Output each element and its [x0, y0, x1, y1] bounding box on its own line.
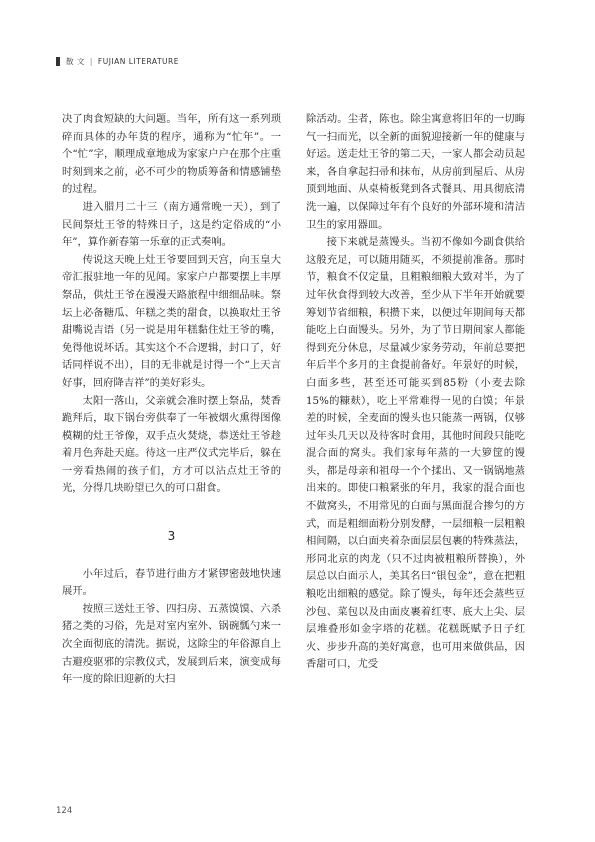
paragraph: 接下来就是蒸馒头。当初不像如今副食供给这般充足，可以随用随买，不须提前准备。那时节，粮食不仅定量，且粗粮细粮大致对半，为了过年伙食得到较大改善，至少从下半年开始就要筹划节省细粮，积攒下来，以便过年期间每天都能吃上白面馒头。另外，为了节日期间家人都能得到充分休息，尽量减少家务劳动，年前总要把年后半个多月的主食提前备好。年景好的时候，白面多些，甚至还可能买到85粉（小麦去除15%的糠麸），吃上平常难得一见的白馍；年景差的时候，全麦面的馒头也只能蒸一两锅，仅够过年头几天以及待客时食用，其他时间段只能吃混合面的窝头。我们家每年蒸的一大箩筐的馒头，都是母亲和祖母一个个揉出、又一锅锅地蒸出来的。即使口粮紧张的年月，我家的混合面也不做窝头，不用常见的白面与黑面混合掺匀的方式，而是粗细面粉分别发酵，一层细粮一层粗粮相间隔，以白面夹着杂面层层包裹的特殊蒸法，形同北京的肉龙（只不过肉被粗粮所替换），外层总以白面示人，美其名曰“银包金”，意在把粗粮吃出细粮的感觉。除了馒头，每年还会蒸些豆沙包、菜包以及由面皮裹着红枣、底大上尖、层层堆叠形如金字塔的花糕。花糕既赋予日子红火、步步升高的美好寓意，也可用来做供品，因香甜可口，尤受 — [306, 236, 525, 671]
paragraph: 决了肉食短缺的大问题。当年，所有这一系列琐碎而具体的办年货的程序，通称为“忙年”。一个“忙”字，顺理成章地成为家家户户在那个庄重时刻到来之前，必不可少的物质筹备和情感铺垫的过程。 — [62, 113, 281, 196]
paragraph: 太阳一落山，父亲就会准时摆上祭品，焚香跪拜后，取下锅台旁供奉了一年被烟火熏得图像模糊的灶王爷像，双手点火焚烧，恭送灶王爷趁着月色奔赴天庭。待这一庄严仪式完毕后，躲在一旁看热闹的孩子们，方才可以沾点灶王爷的光，分得几块盼望已久的可口甜食。 — [62, 394, 281, 495]
header-separator: | — [89, 57, 93, 66]
paragraph: 进入腊月二十三（南方通常晚一天），到了民间祭灶王爷的特殊日子，这是约定俗成的“小年”，算作新春第一乐章的正式奏响。 — [62, 200, 281, 249]
right-column — [306, 111, 525, 674]
paragraph: 按照三送灶王爷、四扫房、五蒸馍馍、六杀猪之类的习俗，先是对室内室外、锅碗瓢勺来一次全面彻底的清洗。据说，这除尘的年俗源自上古避疫驱邪的宗教仪式，发展到后来，演变成每年一度的除旧迎新的大扫 — [62, 602, 281, 686]
paragraph: 除活动。尘者，陈也。除尘寓意将旧年的一切晦气一扫而光，以全新的面貌迎接新一年的健康与好运。送走灶王爷的第二天，一家人都会动员起来，各自拿起扫帚和抹布，从房前到屋后、从房顶到地面、从桌椅板凳到各式餐具、用具彻底清洗一遍，以保障过年有个良好的外部环境和清洁卫生的家用器皿。 — [306, 113, 525, 231]
paragraph: 传说这天晚上灶王爷要回到天宫，向玉皇大帝汇报驻地一年的见闻。家家户户都要摆上丰厚祭品，供灶王爷在漫漫天路旅程中细细品味。祭坛上必备糖瓜、年糕之类的甜食，以换取灶王爷甜嘴说吉语（另一说是用年糕黏住灶王爷的嘴，免得他说坏话。其实这个不合逻辑，封口了，好话同样说不出），目的无非就是讨得一个“上天言好事，回府降吉祥”的美好彩头。 — [62, 253, 281, 389]
running-header — [56, 56, 179, 67]
page-number: 124 — [56, 806, 73, 816]
header-marker — [56, 57, 60, 66]
paragraph: 小年过后，春节进行曲方才紧锣密鼓地快速展开。 — [62, 567, 281, 598]
header-section-label: 散 文 — [66, 57, 85, 66]
header-journal-name: FUJIAN LITERATURE — [97, 57, 179, 66]
left-column — [62, 111, 281, 689]
section-number: 3 — [167, 529, 176, 544]
